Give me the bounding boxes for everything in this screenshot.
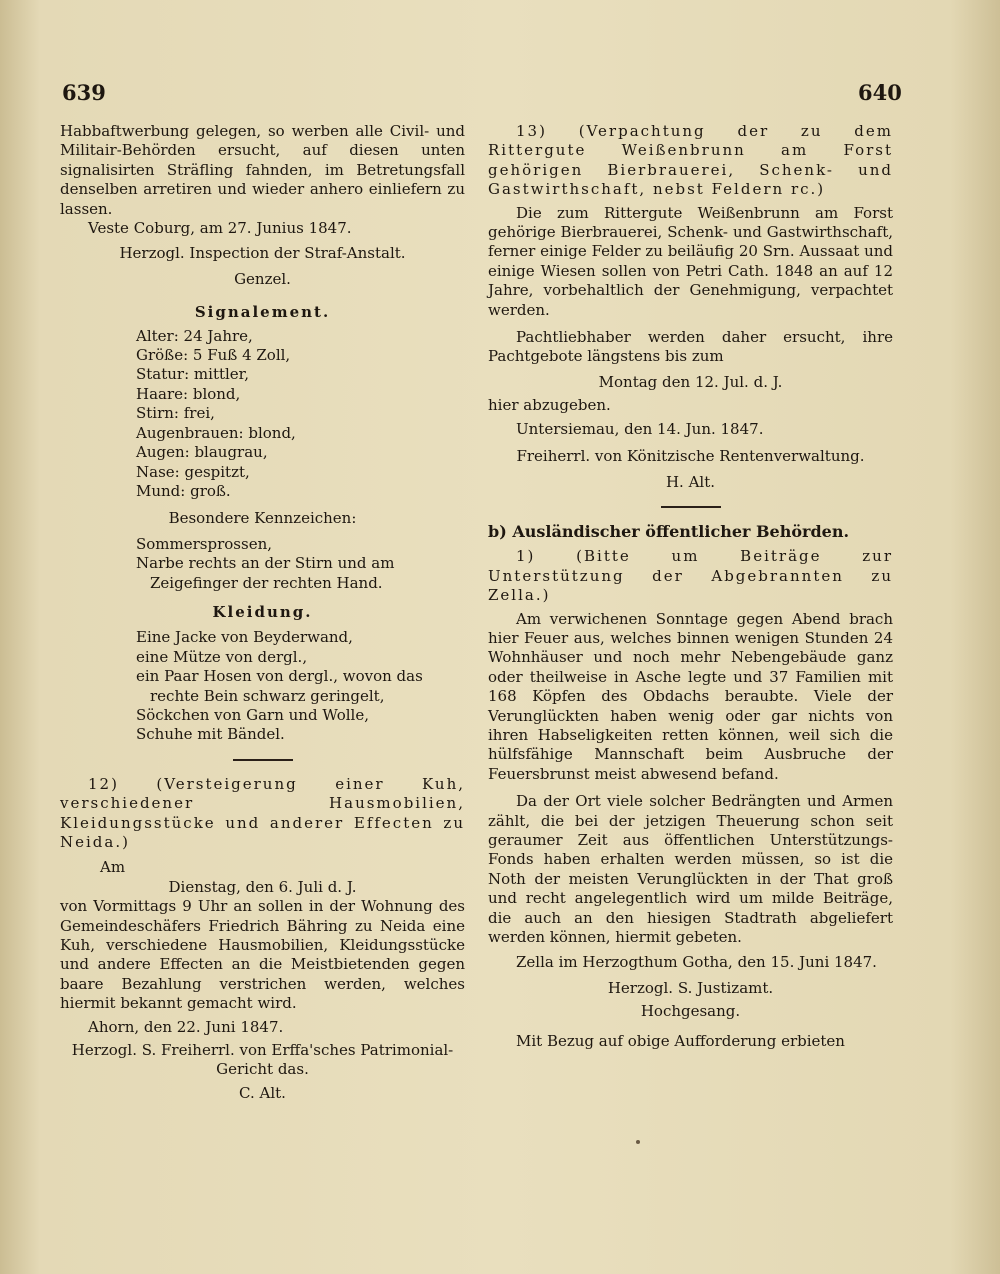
right-column bbox=[488, 122, 893, 1051]
marks-heading: Besondere Kennzeichen: bbox=[168, 509, 357, 528]
signalement-item: Größe: 5 Fuß 4 Zoll, bbox=[136, 346, 291, 365]
notice-1-body-2: Da der Ort viele solcher Bedrängten und Armen zählt, die bei der jetzigen Theuerung schon seit geraumer Zeit aus öffentlichen Unterstützungs-Fonds haben erhalten werden müssen, so ist die Noth der meisten Verunglückten in der That groß und recht angelegentlich wird um milde Beiträge, die auch an den hiesigen Stadtrath abgeliefert werden können, hiermit gebeten. bbox=[488, 792, 893, 947]
notice-13-authority: Freiherrl. von Könitzische Rentenverwaltung. bbox=[516, 447, 865, 466]
signalement-item: Augenbrauen: blond, bbox=[136, 423, 296, 442]
page-number-right: 640 bbox=[858, 80, 902, 105]
notice-12-heading: 12) (Versteigerung einer Kuh, verschiedener Hausmobilien, Kleidungsstücke und anderer Effecten zu Neida.) bbox=[60, 774, 465, 851]
notice-13-heading: 13) (Verpachtung der zu dem Rittergute Weißenbrunn am Forst gehörigen Bierbrauerei, Schenk- und Gastwirthschaft, nebst Feldern rc.) bbox=[488, 122, 893, 199]
marks-list bbox=[136, 535, 465, 593]
section-b-heading: b) Ausländischer öffentlicher Behörden. bbox=[488, 521, 850, 541]
section-divider bbox=[233, 759, 293, 761]
signalement-item: Mund: groß. bbox=[136, 481, 231, 500]
marks-item: Narbe rechts an der Stirn und am Zeigefinger der rechten Hand. bbox=[136, 554, 395, 592]
notice-12-signer: C. Alt. bbox=[239, 1083, 286, 1102]
wanted-authority: Herzogl. Inspection der Straf-Anstalt. bbox=[119, 244, 406, 263]
wanted-place-date: Veste Coburg, am 27. Junius 1847. bbox=[88, 219, 352, 238]
notice-13-body-2: Pachtliebhaber werden daher ersucht, ihre Pachtgebote längstens bis zum bbox=[488, 328, 893, 366]
notice-1-signer: Hochgesang. bbox=[640, 1002, 741, 1021]
signalement-item: Nase: gespitzt, bbox=[136, 462, 250, 481]
notice-1-heading: 1) (Bitte um Beiträge zur Unterstützung der Abgebrannten zu Zella.) bbox=[488, 547, 893, 605]
marks-item: Sommersprossen, bbox=[136, 534, 273, 553]
signalement-item: Alter: 24 Jahre, bbox=[136, 326, 253, 345]
clothing-item: Schuhe mit Bändel. bbox=[136, 725, 285, 744]
signalement-item: Statur: mittler, bbox=[136, 365, 249, 384]
notice-12-body: von Vormittags 9 Uhr an sollen in der Wohnung des Gemeindeschäfers Friedrich Bähring zu Neida eine Kuh, verschiedene Hausmobilien, Kleidungsstücke und andere Effecten an die Meistbietenden gegen baare Bezahlung verstrichen werden, welches hiermit bekannt gemacht wird. bbox=[60, 897, 465, 1013]
clothing-item: eine Mütze von dergl., bbox=[136, 647, 308, 666]
page-number-left: 639 bbox=[62, 80, 106, 105]
notice-12-place-date: Ahorn, den 22. Juni 1847. bbox=[88, 1017, 284, 1036]
clothing-list bbox=[136, 628, 465, 744]
clothing-heading: Kleidung. bbox=[212, 602, 313, 621]
notice-12-date: Dienstag, den 6. Juli d. J. bbox=[168, 877, 357, 896]
notice-13-signer: H. Alt. bbox=[665, 472, 716, 491]
signalement-heading: Signalement. bbox=[194, 303, 331, 322]
clothing-item: ein Paar Hosen von dergl., wovon das rechte Bein schwarz geringelt, bbox=[136, 667, 423, 705]
print-speck bbox=[636, 1140, 640, 1144]
signalement-item: Haare: blond, bbox=[136, 384, 241, 403]
notice-1-authority: Herzogl. S. Justizamt. bbox=[607, 978, 774, 997]
notice-1-tail: Mit Bezug auf obige Aufforderung erbieten bbox=[516, 1031, 845, 1050]
signalement-list bbox=[136, 327, 465, 502]
clothing-item: Söckchen von Garn und Wolle, bbox=[136, 705, 369, 724]
notice-13-place-date: Untersiemau, den 14. Jun. 1847. bbox=[516, 419, 764, 438]
notice-13-date: Montag den 12. Jul. d. J. bbox=[598, 372, 783, 391]
notice-12-am: Am bbox=[100, 858, 126, 877]
clothing-item: Eine Jacke von Beyderwand, bbox=[136, 628, 353, 647]
notice-1-body: Am verwichenen Sonntage gegen Abend brach hier Feuer aus, welches binnen wenigen Stunden 24 Wohnhäuser und noch mehr Nebengebäude ganz oder theilweise in Asche legte und 37 Familien mit 168 Köpfen des Obdachs beraubte. Viele der Verunglückten haben wenig oder gar nichts von ihren Habseligkeiten retten können, weil sich die hülfsfähige Mannschaft beim Ausbruche der Feuersbrunst meist abwesend befand. bbox=[488, 609, 893, 783]
notice-13-body: Die zum Rittergute Weißenbrunn am Forst gehörige Bierbrauerei, Schenk- und Gastwirthschaft, ferner einige Felder zu beiläufig 20 Srn. Aussaat und einige Wiesen sollen von Petri Cath. 1848 an auf 12 Jahre, vorbehaltlich der Genehmigung, verpachtet werden. bbox=[488, 203, 893, 319]
signalement-item: Stirn: frei, bbox=[136, 404, 215, 423]
notice-13-tail: hier abzugeben. bbox=[488, 396, 611, 415]
signalement-item: Augen: blaugrau, bbox=[136, 443, 268, 462]
left-column bbox=[60, 122, 465, 1103]
notice-1-place-date: Zella im Herzogthum Gotha, den 15. Juni 1847. bbox=[516, 953, 877, 972]
wanted-signer: Genzel. bbox=[234, 269, 291, 288]
notice-12-authority: Herzogl. S. Freiherrl. von Erffa'sches Patrimonial-Gericht das. bbox=[71, 1041, 454, 1079]
wanted-notice-text: Habbaftwerbung gelegen, so werben alle Civil- und Militair-Behörden ersucht, auf diesen unten signalisirten Sträfling fahnden, im Betretungsfall denselben arretiren und wieder anhero einliefern zu lassen. bbox=[60, 122, 465, 218]
section-divider bbox=[661, 506, 721, 508]
